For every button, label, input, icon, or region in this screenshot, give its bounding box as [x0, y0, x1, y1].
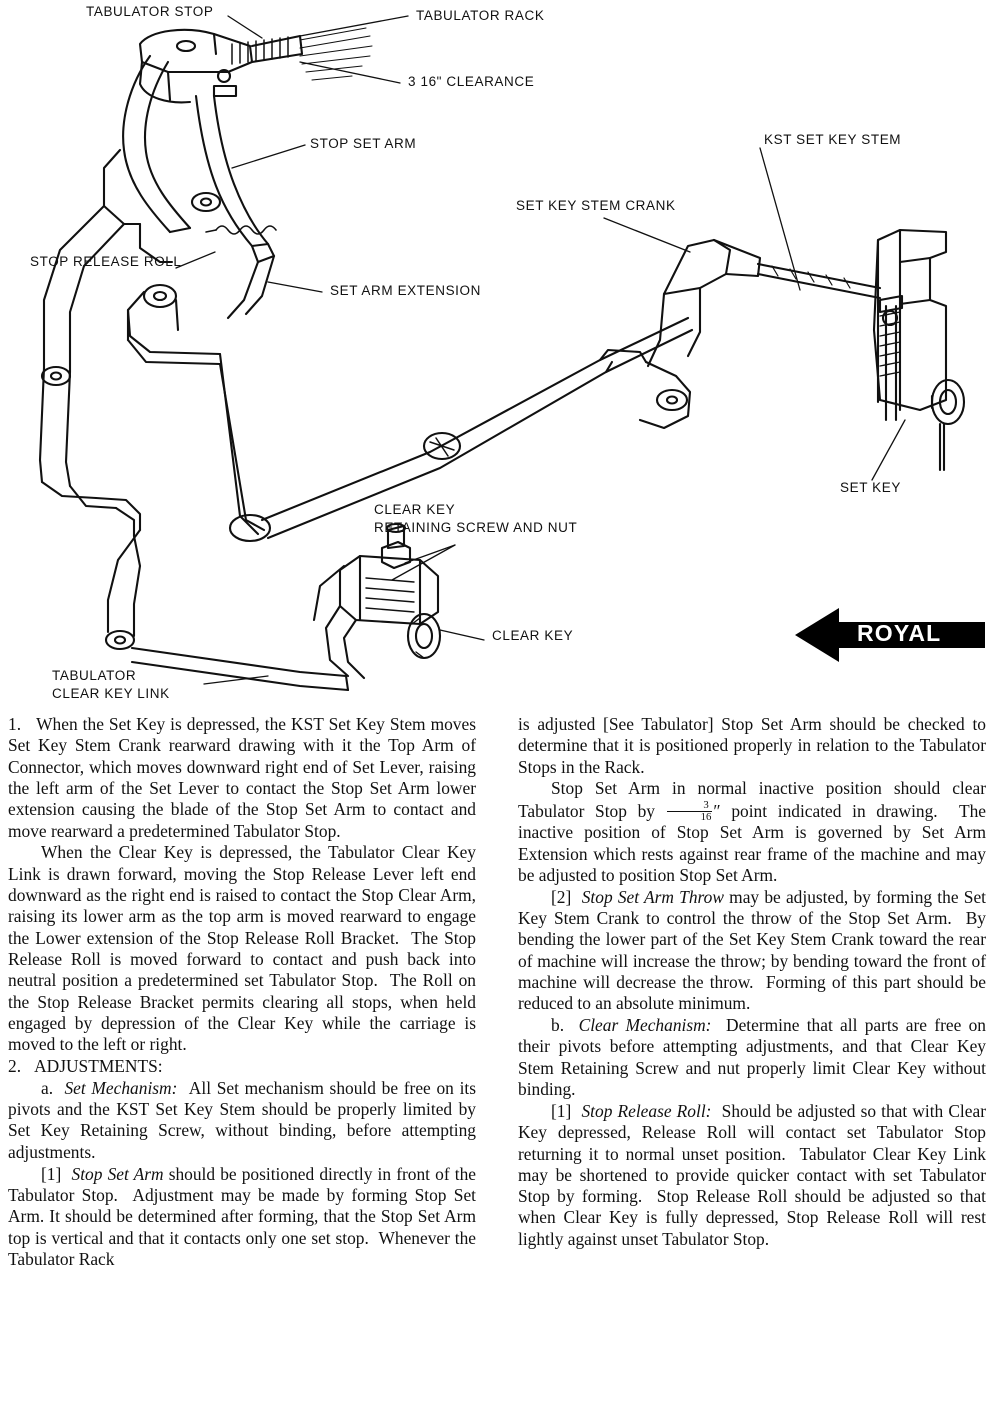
royal-brand-text: ROYAL	[857, 620, 942, 646]
label-set-arm-extension: SET ARM EXTENSION	[330, 283, 481, 298]
label-stop-release-roll: STOP RELEASE ROLL	[30, 254, 182, 269]
royal-brand-badge	[795, 606, 985, 664]
label-tabulator-rack: TABULATOR RACK	[416, 8, 545, 23]
paragraph-p3: 2. ADJUSTMENTS:	[8, 1056, 163, 1076]
label-clear-key-retaining-line1: CLEAR KEY	[374, 502, 456, 517]
paragraph-p4: a. Set Mechanism: All Set mechanism should be free on its pivots and the KST Set Key Stem should be properly limited by Set Key Retaining Screw, without binding, before attempting adjustments.	[8, 1077, 477, 1162]
label-clear-key: CLEAR KEY	[492, 628, 574, 643]
label-set-key: SET KEY	[840, 480, 901, 495]
paragraph-p2: When the Clear Key is depressed, the Tabulator Clear Key Link is drawn forward, moving the Stop Release Lever left end downward as the right end is raised to contact the Stop Clear Arm, raising its lower arm as the top arm is moved rearward to engage the Lower extension of the Stop Release Roll Bracket. The Stop Release Roll is moved forward to contact and push back into neutral position a predetermined set Tabulator Stop. The Roll on the Stop Release Bracket permits clearing all stops, when held engaged by depression of the Clear Key while the carriage is moved to the left or right.	[8, 842, 476, 1055]
label-kst-set-key-stem: KST SET KEY STEM	[764, 132, 902, 147]
label-set-key-stem-crank: SET KEY STEM CRANK	[516, 198, 676, 213]
label-tabulator-clear-key-link-line1: TABULATOR	[52, 668, 137, 683]
mechanism-figure	[0, 0, 1000, 712]
paragraph-r4: b. Clear Mechanism: Determine that all parts are free on their pivots before attempting adjustments, and that Clear Key Stem Retaining Screw and nut properly limit Clear Key without binding.	[518, 1015, 987, 1100]
paragraph-r1: is adjusted [See Tabulator] Stop Set Arm should be checked to determine that it is positioned properly in relation to the Tabulator Stops in the Rack.	[518, 714, 986, 777]
text-column-right	[518, 714, 986, 1251]
label-stop-set-arm: STOP SET ARM	[310, 136, 417, 151]
label-tabulator-stop: TABULATOR STOP	[86, 4, 214, 19]
label-clearance: 3 16" CLEARANCE	[408, 74, 535, 89]
label-tabulator-clear-key-link-line2: CLEAR KEY LINK	[52, 686, 170, 701]
paragraph-p5: [1] Stop Set Arm should be positioned directly in front of the Tabulator Stop. Adjustment may be made by forming Stop Set Arm. It should be determined after forming, that the Stop Set Arm top is vertical and that it contacts only one set stop. Whenever the Tabulator Rack	[8, 1163, 476, 1269]
paragraph-p1: 1. When the Set Key is depressed, the KST Set Key Stem moves Set Key Stem Crank rearward drawing with it the Top Arm of Connector, which moves downward right end of Set Lever, raising the left arm of the Set Lever to contact the Stop Set Arm lower extension causing the blade of the Stop Set Arm to contact and move rearward a predetermined Tabulator Stop.	[8, 714, 476, 841]
article-body	[0, 714, 1000, 1425]
text-column-left	[8, 714, 476, 1271]
label-clear-key-retaining-line2: RETAINING SCREW AND NUT	[374, 520, 578, 535]
paragraph-r5: [1] Stop Release Roll: Should be adjusted so that with Clear Key depressed, Release Roll will contact set Tabulator Stop returning it to normal unset position. Tabulator Clear Key Link may be shortened to provide quicker contact with set Tabulator Stop by forming. Stop Release Roll should be adjusted so that when Clear Key is fully depressed, Stop Release Roll will rest lightly against unset Tabulator Stop.	[518, 1100, 986, 1249]
paragraph-r2: Stop Set Arm in normal inactive position should clear Tabulator Stop by $\frac{3}{16}$ ″ point indicated in drawing. The inactive position of Stop Set Arm is governed by Set Arm Extension which rests against rear frame of the machine and may be adjusted to position Stop Set Arm.	[518, 778, 987, 885]
paragraph-r3: [2] Stop Set Arm Throw may be adjusted, by forming the Set Key Stem Crank to control the throw of the Stop Set Arm. By bending the lower part of the Set Key Stem Crank toward the rear of machine will increase the throw; by bending toward the front of machine will decrease the throw. Forming of this part should be reduced to an absolute minimum.	[518, 886, 986, 1014]
